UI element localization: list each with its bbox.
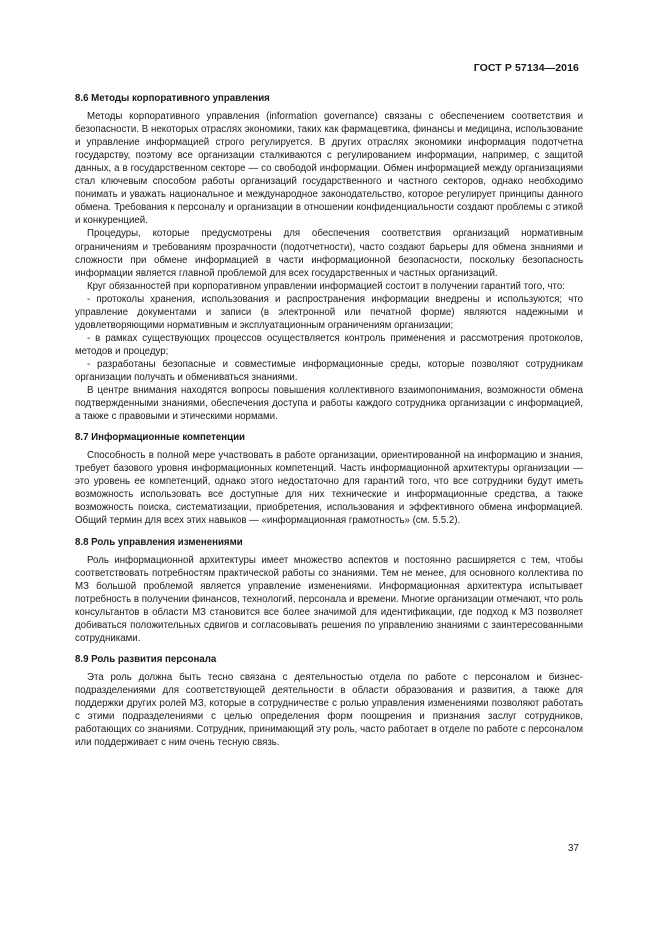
section-8-6-paragraph-1: Методы корпоративного управления (information governance) связаны с обеспечением соответствия и безопасности. В некоторых отраслях экономики, таких как фармацевтика, финансы и медицина, использование и управление информацией строго регулируется. В других отраслях экономики информация подотчетна государству, поэтому все организации сталкиваются с регулированием информации, например, с защитой данных, а в государственном секторе — со свободой информации. Обмен информацией между организациями стал ключевым способом работы организаций государственного и частного секторов, однако необходимо понимать и уважать национальное и международное законодательство, которое регулирует принципы данного обмена. Требования к персоналу и организации в отношении конфиденциальности создают проблемы с этикой и конкуренцией. <box>75 111 583 227</box>
section-8-7-title: 8.7 Информационные компетенции <box>75 432 245 444</box>
section-8-6-bullet-3: - разработаны безопасные и совместимые информационные среды, которые позволяют сотрудникам организации получать и обмениваться знаниями. <box>75 358 583 383</box>
standard-header: ГОСТ Р 57134—2016 <box>473 62 579 74</box>
section-8-8-title: 8.8 Роль управления изменениями <box>75 536 243 548</box>
section-8-6-bullet-2: - в рамках существующих процессов осуществляется контроль применения и рассмотрения протоколов, методов и процедур; <box>75 332 583 357</box>
section-8-7-paragraph-1: Способность в полной мере участвовать в работе организации, ориентированной на информацию и знания, требует базового уровня информационных компетенций. Часть информационной архитектуры организации — это уровень ее компетенций, однако этого недостаточно для гарантий того, что все сотрудники будут иметь возможность использовать все доступные для них технические и информационные средства, а также возможность поиска, систематизации, приобретения, использования и эффективного обмена информацией. Общий термин для всех этих навыков — «информационная грамотность» (см. 5.5.2). <box>75 450 583 527</box>
section-8-6-paragraph-3: Круг обязанностей при корпоративном управлении информацией состоит в получении гарантий того, что: <box>87 280 565 292</box>
section-8-9-paragraph-1: Эта роль должна быть тесно связана с деятельностью отдела по работе с персоналом и бизнес-подразделениями для соответствующей деятельности в области образования и развития, а также для поддержки других ролей МЗ, которые в сотрудничестве с ролью управления изменениями позволяют работать с этими подразделениями с целью определения форм поощрения и признания заслуг сотрудников, работающих со знаниями. Сотрудник, принимающий эту роль, часто работает в отделе по работе с персоналом или поддерживает с ним очень тесную связь. <box>75 671 583 749</box>
page-number: 37 <box>567 843 579 854</box>
section-8-8-paragraph-1: Роль информационной архитектуры имеет множество аспектов и постоянно расширяется с тем, чтобы соответствовать потребностям практической работы со знаниями. Тем не менее, для основного коллектива по МЗ большой проблемой является управление изменениями. Информационная архитектура испытывает потребность в получении финансов, технологий, персонала и времени. Многие организации отмечают, что роль консультантов в области МЗ становится все более значимой для идентификации, где подход к МЗ позволяет добиваться положительных сдвигов и согласовывать решения по управлению знаниями с заинтересованными сотрудниками. <box>75 554 583 644</box>
section-8-6-paragraph-2: Процедуры, которые предусмотрены для обеспечения соответствия организаций нормативным ограничениям и требованиям прозрачности (подотчетности), часто создают барьеры для обмена знаниями и сложности при обмене информацией в части информационной безопасности, поскольку безопасность информации является главной проблемой для всех государственных и частных организаций. <box>75 228 583 279</box>
section-8-6-bullet-1: - протоколы хранения, использования и распространения информации внедрены и используются; что управление документами и записи (в электронной или печатной форме) являются надежными и удовлетворяющими нормативным и эксплуатационным ограничениям организации; <box>75 293 583 331</box>
page-content <box>75 92 583 749</box>
section-8-6-paragraph-4: В центре внимания находятся вопросы повышения коллективного взаимопонимания, возможности обмена подтвержденными знаниями, обеспечения доступа и работы каждого сотрудника организации с информацией, а также с правовыми и этическими нормами. <box>75 385 583 423</box>
section-8-6-title: 8.6 Методы корпоративного управления <box>75 93 270 104</box>
section-8-9-title: 8.9 Роль развития персонала <box>75 653 217 665</box>
